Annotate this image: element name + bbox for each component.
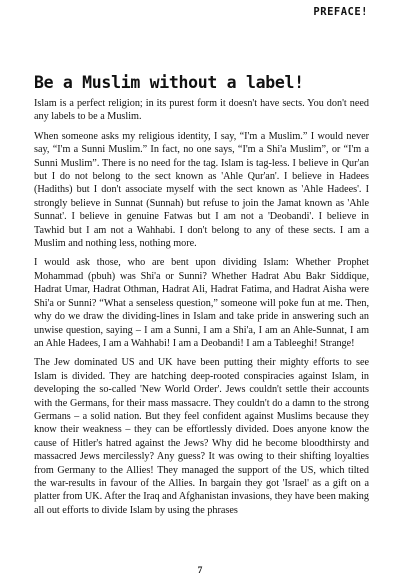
- paragraph-3: I would ask those, who are bent upon dividing Islam: Whether Prophet Mohammad (pbuh) was Shi'a or Sunni? Whether Hadrat Abu Bakr Siddique, Hadrat Umar, Hadrat Othman, Hadrat Ali, Hadrat Fatima, and Hadrat Aisha were Shi'a or Sunni? “What a senseless question,” someone will poke fun at me. Then, why do we draw the dividing-lines in Islam and take pride in answering such an unwise question, saying – I am a Sunni, I am a Shi'a, I am an Ahle-Sunnat, I am an Ahle Hadees, I am a Wahhabi! I am a Deobandi! I am a Tableeghi! Strange!: [34, 257, 369, 349]
- page-number: 7: [197, 566, 203, 576]
- paragraph-1: Islam is a perfect religion; in its purest form it doesn't have sects. You don't need any labels to be a Muslim.: [34, 98, 369, 123]
- running-head: PREFACE!: [313, 6, 368, 18]
- chapter-title: Be a Muslim without a label!: [34, 73, 304, 93]
- body-text: [34, 97, 369, 523]
- paragraph-4: The Jew dominated US and UK have been putting their mighty efforts to see Islam is divided. They are hatching deep-rooted conspiracies against Islam, in developing the so-called 'New World Order'. Jews couldn't settle their accounts with the Germans, for their mass massacre. They couldn't do a damn to the strong Germans – a solid nation. But they feel confident against Muslims because they know their weakness – they can be effortlessly divided. Does anyone know the cause of Hitler's hatred against the Jews? Why did he become bloodthirsty and massacred Jews mercilessly? Any guess? It was owing to their shifting loyalties from Germany to the Allies! They managed the support of the US, which tilted the war-results in favour of the Allies. In bargain they got 'Israel' as a gift on a platter from UK. After the Iraq and Afghanistan invasions, they have been making all out efforts to divide Islam by using the phrases: [34, 357, 369, 516]
- paragraph-2: When someone asks my religious identity, I say, “I'm a Muslim.” I would never say, “I'm a Sunni Muslim.” In fact, no one says, “I'm a Shi'a Muslim”, or “I'm a Sunni Muslim”. There is no need for the tag. Islam is tag-less. I believe in Qur'an but I do not belong to the sect known as 'Ahle Qur'an'. I believe in Hadees (Hadiths) but I don't associate myself with the sect known as 'Ahle Hadees'. I strongly believe in Sunnat (Sunnah) but refuse to join the Jamat known as 'Ahle Sunnat'. I believe in genuine Fatwas but I am not a 'Deobandi'. I believe in Tawhid but I am not a Wahhabi. I don't belong to any of these sects. I am a Muslim and nothing less, nothing more.: [34, 130, 369, 250]
